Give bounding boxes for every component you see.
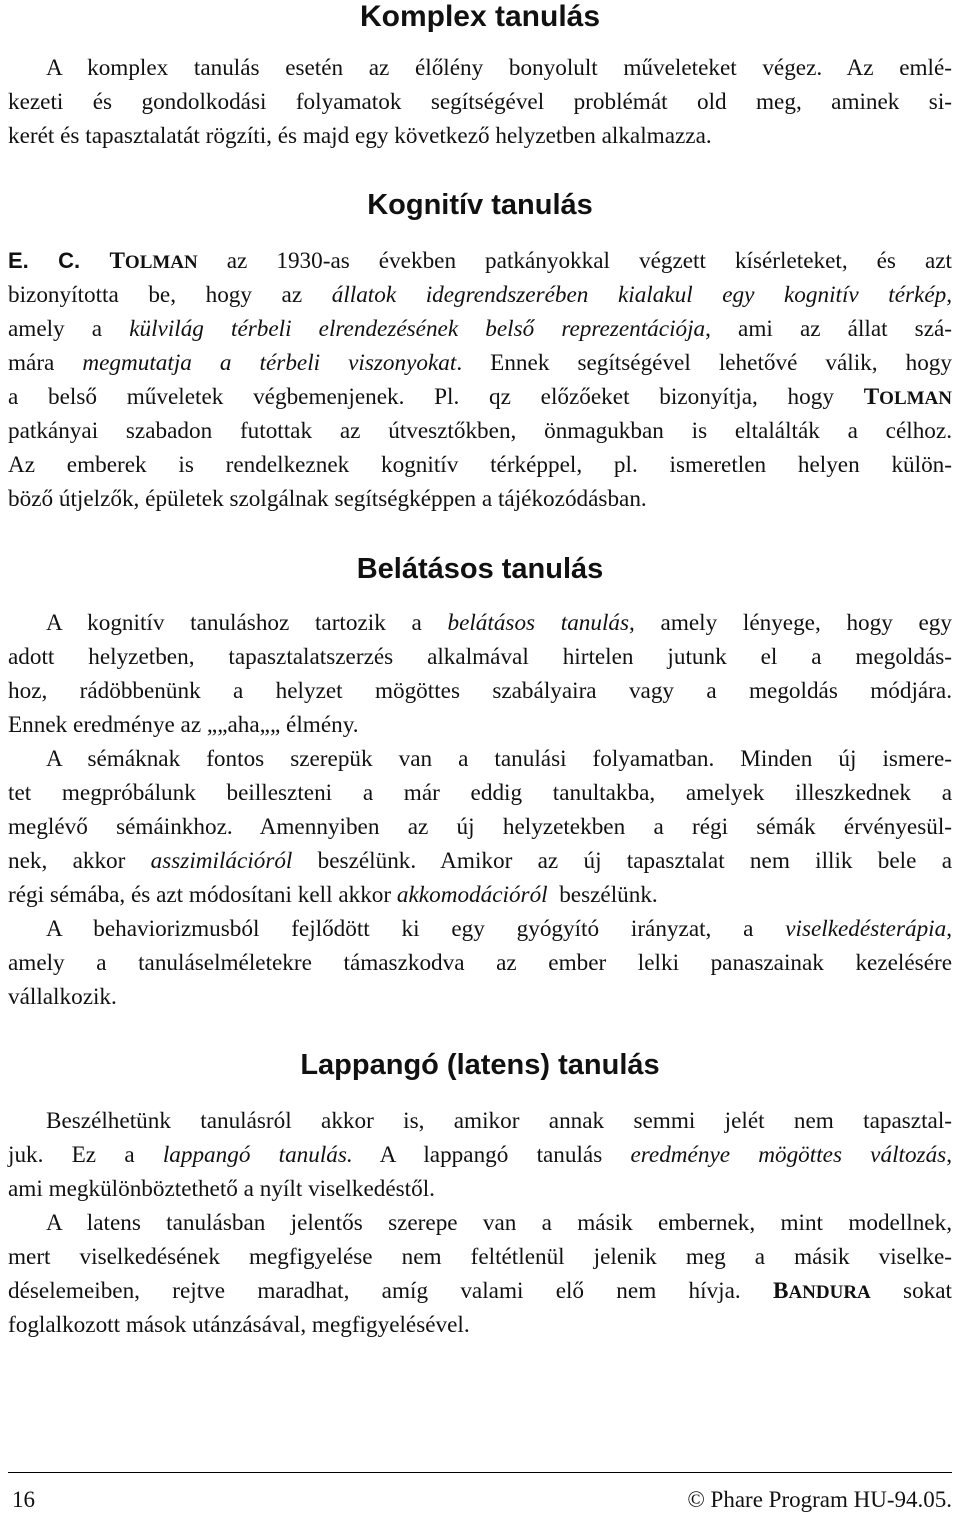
text-line: Ennek eredménye az „„aha„„ élmény.	[8, 712, 359, 738]
text-line: adott helyzetben, tapasztalatszerzés alkalmával hirtelen jutunk el a megoldás-	[8, 644, 952, 670]
text-line: ami megkülönböztethető a nyílt viselkedéstől.	[8, 1176, 435, 1202]
italic-text: megmutatja a térbeli viszonyokat	[82, 350, 457, 376]
text-line: vállalkozik.	[8, 984, 117, 1010]
text-line: patkányai szabadon futottak az útvesztőkben, önmagukban is eltalálták a célhoz.	[8, 418, 952, 444]
text-span: az 1930-as években patkányokkal végzett kísérleteket, és azt	[197, 248, 952, 274]
text-span: E. C.	[8, 248, 110, 273]
paragraph-belatasos	[8, 606, 952, 1014]
text-line: bizonyította be, hogy az állatok idegrendszerében kialakul egy kognitív térkép,	[8, 282, 952, 308]
author-name-tolman: TOLMAN	[109, 248, 198, 274]
text-line: hoz, rádöbbenünk a helyzet mögöttes szabályaira vagy a megoldás módjára.	[8, 678, 952, 704]
author-name-tolman: TOLMAN	[863, 384, 952, 410]
text-line: kerét és tapasztalatát rögzíti, és majd egy következő helyzetben alkalmazza.	[8, 123, 712, 149]
text-line: Beszélhetünk tanulásról akkor is, amikor annak semmi jelét nem tapasztal-	[46, 1108, 952, 1134]
text-line: nek, akkor asszimilációról beszélünk. Amikor az új tapasztalat nem illik bele a	[8, 848, 952, 874]
heading-lappango-tanulas: Lappangó (latens) tanulás	[300, 1049, 660, 1081]
paragraph-kognitiv	[8, 244, 952, 516]
text-line: mára megmutatja a térbeli viszonyokat. Ennek segítségével lehetővé válik, hogy	[8, 350, 952, 376]
page-footer	[8, 1472, 952, 1512]
heading-kognitiv-tanulas: Kognitív tanulás	[367, 189, 593, 221]
text-line: a belső műveletek végbemenjenek. Pl. qz előzőeket bizonyítja, hogy TOLMAN	[8, 384, 952, 410]
text-line: A komplex tanulás esetén az élőlény bonyolult műveleteket végez. Az emlé-	[46, 55, 952, 81]
text-line: böző útjelzők, épületek szolgálnak segítségképpen a tájékozódásban.	[8, 486, 647, 512]
text-line: A behaviorizmusból fejlődött ki egy gyógyító irányzat, a viselkedésterápia,	[46, 916, 952, 942]
heading-belatasos-tanulas: Belátásos tanulás	[356, 553, 604, 585]
italic-text: akkomodációról	[396, 882, 548, 908]
page-number: 16	[12, 1487, 35, 1512]
text-line: déselemeiben, rejtve maradhat, amíg valami elő nem hívja. BANDURA sokat	[8, 1278, 952, 1304]
text-line: A kognitív tanuláshoz tartozik a belátásos tanulás, amely lényege, hogy egy	[46, 610, 952, 636]
text-line: A sémáknak fontos szerepük van a tanulási folyamatban. Minden új ismere-	[46, 746, 952, 772]
text-line: A latens tanulásban jelentős szerepe van a másik embernek, mint modellnek,	[46, 1210, 952, 1236]
copyright-notice: © Phare Program HU-94.05.	[687, 1487, 952, 1512]
text-line: meglévő sémáinkhoz. Amennyiben az új helyzetekben a régi sémák érvényesül-	[8, 814, 952, 840]
italic-text: lappangó tanulás.	[162, 1142, 353, 1168]
paragraph-komplex	[8, 51, 952, 153]
italic-text: viselkedésterápia	[785, 916, 947, 942]
text-line: Az emberek is rendelkeznek kognitív térképpel, pl. ismeretlen helyen külön-	[8, 452, 952, 478]
text-line: kezeti és gondolkodási folyamatok segítségével problémát old meg, aminek si-	[8, 89, 952, 115]
italic-text: külvilág térbeli elrendezésének belső reprezentációja	[129, 316, 706, 342]
text-line: juk. Ez a lappangó tanulás. A lappangó tanulás eredménye mögöttes változás,	[8, 1142, 952, 1168]
heading-komplex-tanulas: Komplex tanulás	[359, 0, 601, 33]
text-line: tet megpróbálunk beilleszteni a már eddig tanultakba, amelyek illeszkednek a	[8, 780, 952, 806]
text-line: régi sémába, és azt módosítani kell akkor akkomodációról beszélünk.	[8, 882, 658, 908]
italic-text: belátásos tanulás,	[447, 610, 635, 636]
text-line: amely a külvilág térbeli elrendezésének belső reprezentációja, ami az állat szá-	[8, 316, 953, 342]
text-line: mert viselkedésének megfigyelése nem feltétlenül jelenik meg a másik viselke-	[8, 1244, 952, 1270]
text-line: foglalkozott mások utánzásával, megfigyelésével.	[8, 1312, 470, 1338]
text-line: amely a tanuláselméletekre támaszkodva az ember lelki panaszainak kezelésére	[8, 950, 952, 976]
text-line	[8, 244, 952, 278]
italic-text: állatok idegrendszerében kialakul egy kognitív térkép,	[331, 282, 952, 308]
italic-text: asszimilációról	[150, 848, 293, 874]
paragraph-lappango	[8, 1104, 952, 1342]
author-name-bandura: BANDURA	[772, 1278, 871, 1304]
italic-text: eredménye mögöttes változás	[630, 1142, 947, 1168]
